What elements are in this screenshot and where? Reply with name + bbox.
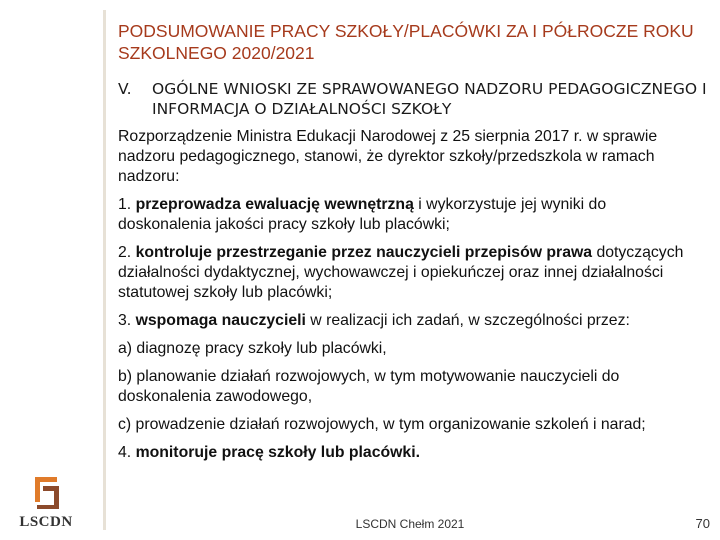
list-item [118, 195, 703, 235]
section-number: V. [118, 80, 132, 98]
list-item [118, 443, 703, 463]
logo-text: LSCDN [19, 514, 73, 530]
list-item [118, 243, 703, 303]
item-number: 3. [118, 312, 136, 329]
logo-mark-icon [29, 474, 63, 512]
item-text: i wykorzystuje jej wyniki do doskonalenia jakości pracy szkoły lub placówki; [118, 196, 607, 233]
item-number: 2. [118, 244, 136, 261]
item-bold-text: wspomaga nauczycieli [135, 312, 306, 329]
section-heading-text: OGÓLNE WNIOSKI ZE SPRAWOWANEGO NADZORU PEDAGOGICZNEGO I INFORMACJA O DZIAŁALNOŚCI SZKOŁY [152, 80, 707, 118]
footer-text: LSCDN Chełm 2021 [355, 517, 465, 531]
intro-paragraph: Rozporządzenie Ministra Edukacji Narodowej z 25 sierpnia 2017 r. w sprawie nadzoru pedagogicznego, stanowi, że dyrektor szkoły/przedszkola w ramach nadzoru: [118, 128, 658, 185]
item-text: dotyczących działalności dydaktycznej, wychowawczej i opiekuńczej oraz innej działalności statutowej szkoły lub placówki; [118, 244, 684, 301]
sub-list-item: b) planowanie działań rozwojowych, w tym motywowanie nauczycieli do doskonalenia zawodowego, [118, 368, 620, 405]
section-heading [118, 79, 708, 119]
page-number: 70 [695, 516, 710, 531]
item-bold-text: przeprowadza ewaluację wewnętrzną [135, 196, 414, 213]
sub-list-item: a) diagnozę pracy szkoły lub placówki, [118, 340, 387, 357]
left-decorative-rule [103, 10, 106, 530]
slide-title: PODSUMOWANIE PRACY SZKOŁY/PLACÓWKI ZA I PÓŁROCZE ROKU SZKOLNEGO 2020/2021 [118, 21, 694, 63]
item-bold-text: monitoruje pracę szkoły lub placówki. [135, 444, 420, 461]
item-number: 1. [118, 196, 136, 213]
lscdn-logo [10, 474, 82, 534]
sub-list-item: c) prowadzenie działań rozwojowych, w tym organizowanie szkoleń i narad; [118, 416, 646, 433]
item-bold-text: kontroluje przestrzeganie przez nauczycieli przepisów prawa [135, 244, 593, 261]
item-number: 4. [118, 444, 136, 461]
slide-body [118, 127, 703, 471]
list-item [118, 311, 703, 331]
item-text: w realizacji ich zadań, w szczególności przez: [305, 312, 630, 329]
